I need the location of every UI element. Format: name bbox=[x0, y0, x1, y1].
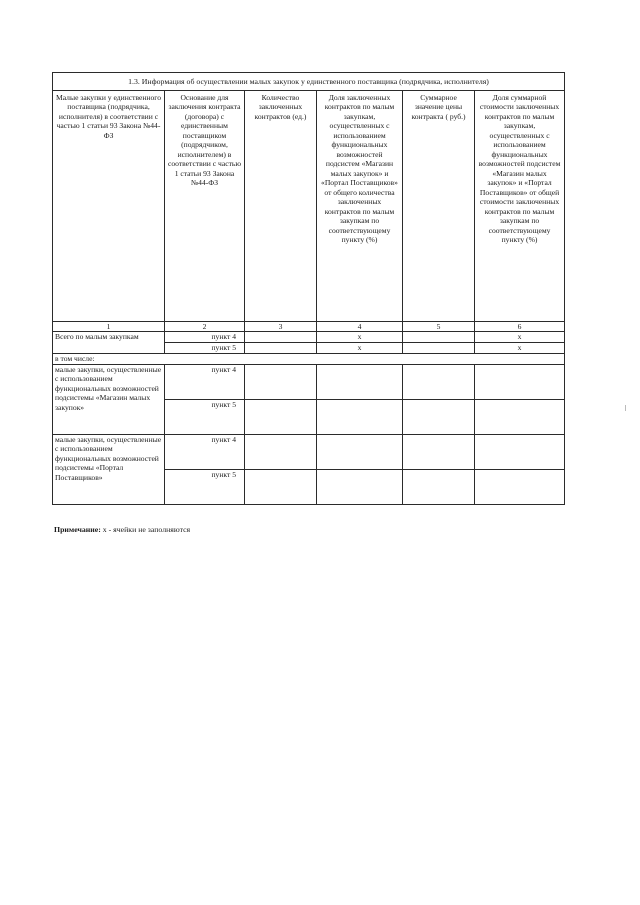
share-cell bbox=[317, 470, 403, 505]
count-cell bbox=[245, 435, 317, 470]
share-cell bbox=[317, 435, 403, 470]
basis-cell: пункт 5 bbox=[165, 343, 245, 354]
count-cell bbox=[245, 365, 317, 400]
count-cell bbox=[245, 343, 317, 354]
sum-cell bbox=[403, 365, 475, 400]
column-number: 6 bbox=[475, 322, 565, 332]
column-number: 5 bbox=[403, 322, 475, 332]
share-cell bbox=[475, 400, 565, 435]
sum-cell bbox=[403, 470, 475, 505]
x-cell: x bbox=[475, 343, 565, 354]
section-title: 1.3. Информация об осуществлении малых закупок у единственного поставщика (подрядчика, исполнителя) bbox=[53, 73, 565, 91]
share-cell bbox=[475, 435, 565, 470]
x-cell: x bbox=[475, 332, 565, 343]
column-number: 2 bbox=[165, 322, 245, 332]
count-cell bbox=[245, 332, 317, 343]
share-cell bbox=[317, 400, 403, 435]
x-cell: x bbox=[317, 343, 403, 354]
table-title-row bbox=[53, 73, 565, 91]
including-label: в том числе: bbox=[53, 354, 565, 365]
group-label-magazin: малые закупки, осуществленные с использованием функциональных возможностей подсистемы «Магазин малых закупок» bbox=[53, 365, 165, 435]
column-number-row bbox=[53, 322, 565, 332]
sum-cell bbox=[403, 400, 475, 435]
header-cell: Доля суммарной стоимости заключенных контрактов по малым закупкам, осуществленных с использованием функциональных возможностей подсистем «Магазин малых закупок» и «Портал Поставщиков» от общей стоимости заключенных контрактов по малым закупкам по соответствующему пункту (%) bbox=[475, 91, 565, 322]
note-text: x - ячейки не заполняются bbox=[100, 525, 191, 534]
share-cell bbox=[475, 470, 565, 505]
x-cell: x bbox=[317, 332, 403, 343]
footnote bbox=[54, 525, 190, 534]
count-cell bbox=[245, 470, 317, 505]
total-row bbox=[53, 332, 565, 343]
table-row bbox=[53, 365, 565, 400]
basis-cell: пункт 5 bbox=[165, 470, 245, 505]
table-row bbox=[53, 435, 565, 470]
column-number: 1 bbox=[53, 322, 165, 332]
sum-cell bbox=[403, 435, 475, 470]
header-cell: Малые закупки у единственного поставщика (подрядчика, исполнителя) в соответствии с частью 1 статьи 93 Закона №44-ФЗ bbox=[53, 91, 165, 322]
basis-cell: пункт 4 bbox=[165, 332, 245, 343]
header-cell: Основание для заключения контракта (договора) с единственным поставщиком (подрядчиком, исполнителем) в соответствии с частью 1 статьи 93 Закона №44-ФЗ bbox=[165, 91, 245, 322]
group-label-portal: малые закупки, осуществленные с использованием функциональных возможностей подсистемы «Портал Поставщиков» bbox=[53, 435, 165, 505]
sum-cell bbox=[403, 332, 475, 343]
table-header-row bbox=[53, 91, 565, 322]
note-label: Примечание: bbox=[54, 525, 101, 534]
sum-cell bbox=[403, 343, 475, 354]
column-number: 3 bbox=[245, 322, 317, 332]
margin-mark bbox=[625, 405, 626, 411]
total-label: Всего по малым закупкам bbox=[53, 332, 165, 354]
basis-cell: пункт 4 bbox=[165, 365, 245, 400]
header-cell: Суммарное значение цены контракта ( руб.) bbox=[403, 91, 475, 322]
header-cell: Доля заключенных контрактов по малым закупкам, осуществленных с использованием функциональных возможностей подсистем «Магазин малых закупок» и «Портал Поставщиков» от общего количества заключенных контрактов по малым закупкам по соответствующему пункту (%) bbox=[317, 91, 403, 322]
column-number: 4 bbox=[317, 322, 403, 332]
share-cell bbox=[317, 365, 403, 400]
header-cell: Количество заключенных контрактов (ед.) bbox=[245, 91, 317, 322]
small-purchases-table bbox=[52, 72, 565, 505]
basis-cell: пункт 4 bbox=[165, 435, 245, 470]
count-cell bbox=[245, 400, 317, 435]
basis-cell: пункт 5 bbox=[165, 400, 245, 435]
including-row bbox=[53, 354, 565, 365]
share-cell bbox=[475, 365, 565, 400]
